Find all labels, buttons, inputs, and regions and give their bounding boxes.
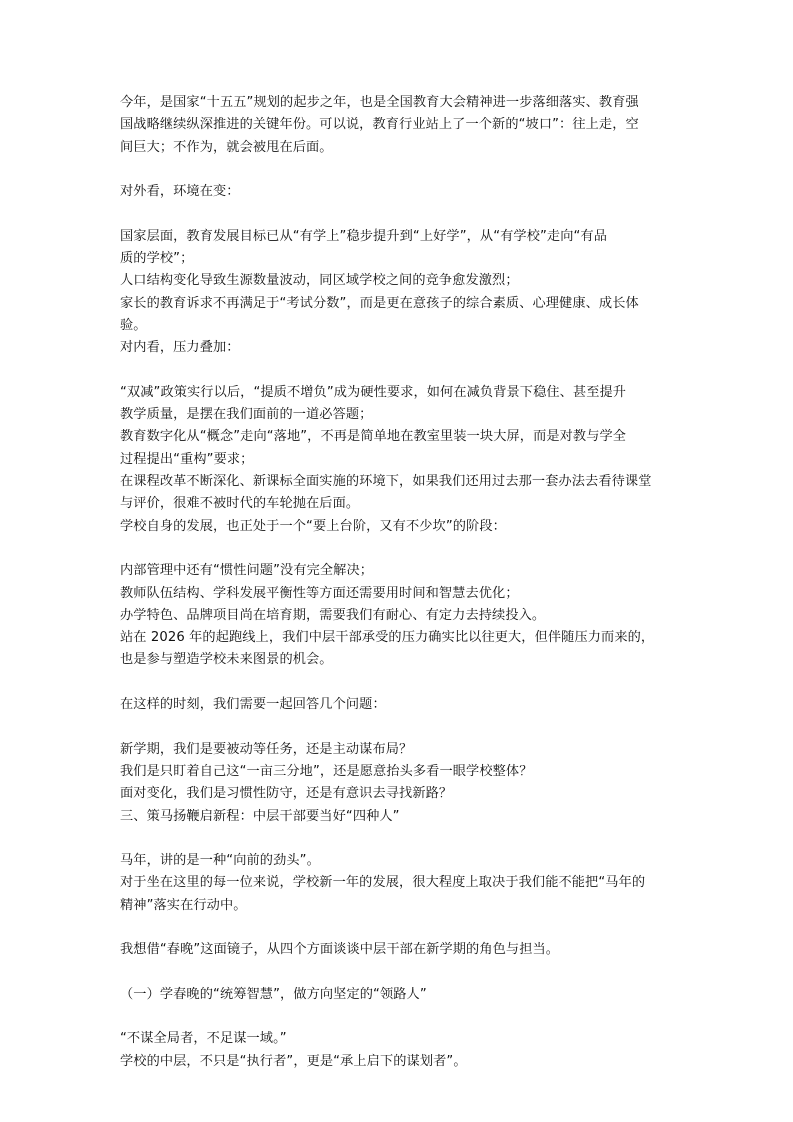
text-line: 学校自身的发展，也正处于一个“要上台阶，又有不少坎”的阶段： <box>120 518 506 534</box>
text-line: 人口结构变化导致生源数量波动，同区域学校之间的竞争愈发激烈； <box>120 273 519 289</box>
text-line: 间巨大；不作为，就会被甩在后面。 <box>120 139 333 155</box>
blank-line <box>120 672 680 694</box>
text-line: 马年，讲的是一种“向前的劲头”。 <box>120 853 320 869</box>
blank-line <box>120 917 680 939</box>
blank-line <box>120 360 680 382</box>
text-line: 国战略继续纵深推进的关键年份。可以说，教育行业站上了一个新的“坡口”：往上走，空 <box>120 117 639 133</box>
text-line: 家长的教育诉求不再满足于“考试分数”，而是更在意孩子的综合素质、心理健康、成长体 <box>120 295 639 311</box>
text-line: （一）学春晚的“统筹智慧”，做方向坚定的“领路人” <box>120 986 427 1002</box>
text-line: 三、策马扬鞭启新程：中层干部要当好“四种人” <box>120 808 400 824</box>
blank-line <box>120 159 680 181</box>
text-line: 面对变化，我们是习惯性防守，还是有意识去寻找新路？ <box>120 786 453 802</box>
text-line: 质的学校”； <box>120 251 194 267</box>
text-line: 办学特色、品牌项目尚在培育期，需要我们有耐心、有定力去持续投入。 <box>120 607 546 623</box>
text-line: 对内看，压力叠加： <box>120 340 240 356</box>
text-line: 站在 2026 年的起跑线上，我们中层干部承受的压力确实比以往更大，但伴随压力而来的， <box>120 630 655 646</box>
text-line: 学校的中层，不只是“执行者”，更是“承上启下的谋划者”。 <box>120 1053 467 1069</box>
blank-line <box>120 716 680 738</box>
text-line: 对于坐在这里的每一位来说，学校新一年的发展，很大程度上取决于我们能不能把“马年的 <box>120 875 646 891</box>
text-line: 内部管理中还有“惯性问题”没有完全解决； <box>120 563 374 579</box>
document-body <box>120 92 680 1073</box>
blank-line <box>120 828 680 850</box>
text-line: 教师队伍结构、学科发展平衡性等方面还需要用时间和智慧去优化； <box>120 585 519 601</box>
text-line: 我们是只盯着自己这“一亩三分地”，还是愿意抬头多看一眼学校整体？ <box>120 763 533 779</box>
text-line: 过程提出“重构”要求； <box>120 451 254 467</box>
text-line: 验。 <box>120 317 147 333</box>
text-line: 教学质量，是摆在我们面前的一道必答题； <box>120 407 373 423</box>
blank-line <box>120 203 680 225</box>
text-line: 国家层面，教育发展目标已从“有学上”稳步提升到“上好学”，从“有学校”走向“有品 <box>120 228 608 244</box>
text-line: 精神”落实在行动中。 <box>120 897 247 913</box>
blank-line <box>120 962 680 984</box>
text-line: “双减”政策实行以后，“提质不增负”成为硬性要求，如何在减负背景下稳住、甚至提升 <box>120 384 627 400</box>
text-line: 在课程改革不断深化、新课标全面实施的环境下，如果我们还用过去那一套办法去看待课堂 <box>120 474 652 490</box>
blank-line <box>120 538 680 560</box>
text-line: “不谋全局者，不足谋一域。” <box>120 1031 287 1047</box>
text-line: 教育数字化从“概念”走向“落地”，不再是简单地在教室里装一块大屏，而是对教与学全 <box>120 429 627 445</box>
text-line: 对外看，环境在变： <box>120 184 240 200</box>
text-line: 新学期，我们是要被动等任务，还是主动谋布局？ <box>120 741 413 757</box>
text-line: 在这样的时刻，我们需要一起回答几个问题： <box>120 697 386 713</box>
text-line: 也是参与塑造学校未来图景的机会。 <box>120 652 333 668</box>
text-line: 我想借“春晚”这面镜子，从四个方面谈谈中层干部在新学期的角色与担当。 <box>120 942 560 958</box>
blank-line <box>120 1006 680 1028</box>
text-line: 今年，是国家“十五五”规划的起步之年，也是全国教育大会精神进一步落细落实、教育强 <box>120 95 639 110</box>
text-line: 与评价，很难不被时代的车轮抛在后面。 <box>120 496 360 512</box>
